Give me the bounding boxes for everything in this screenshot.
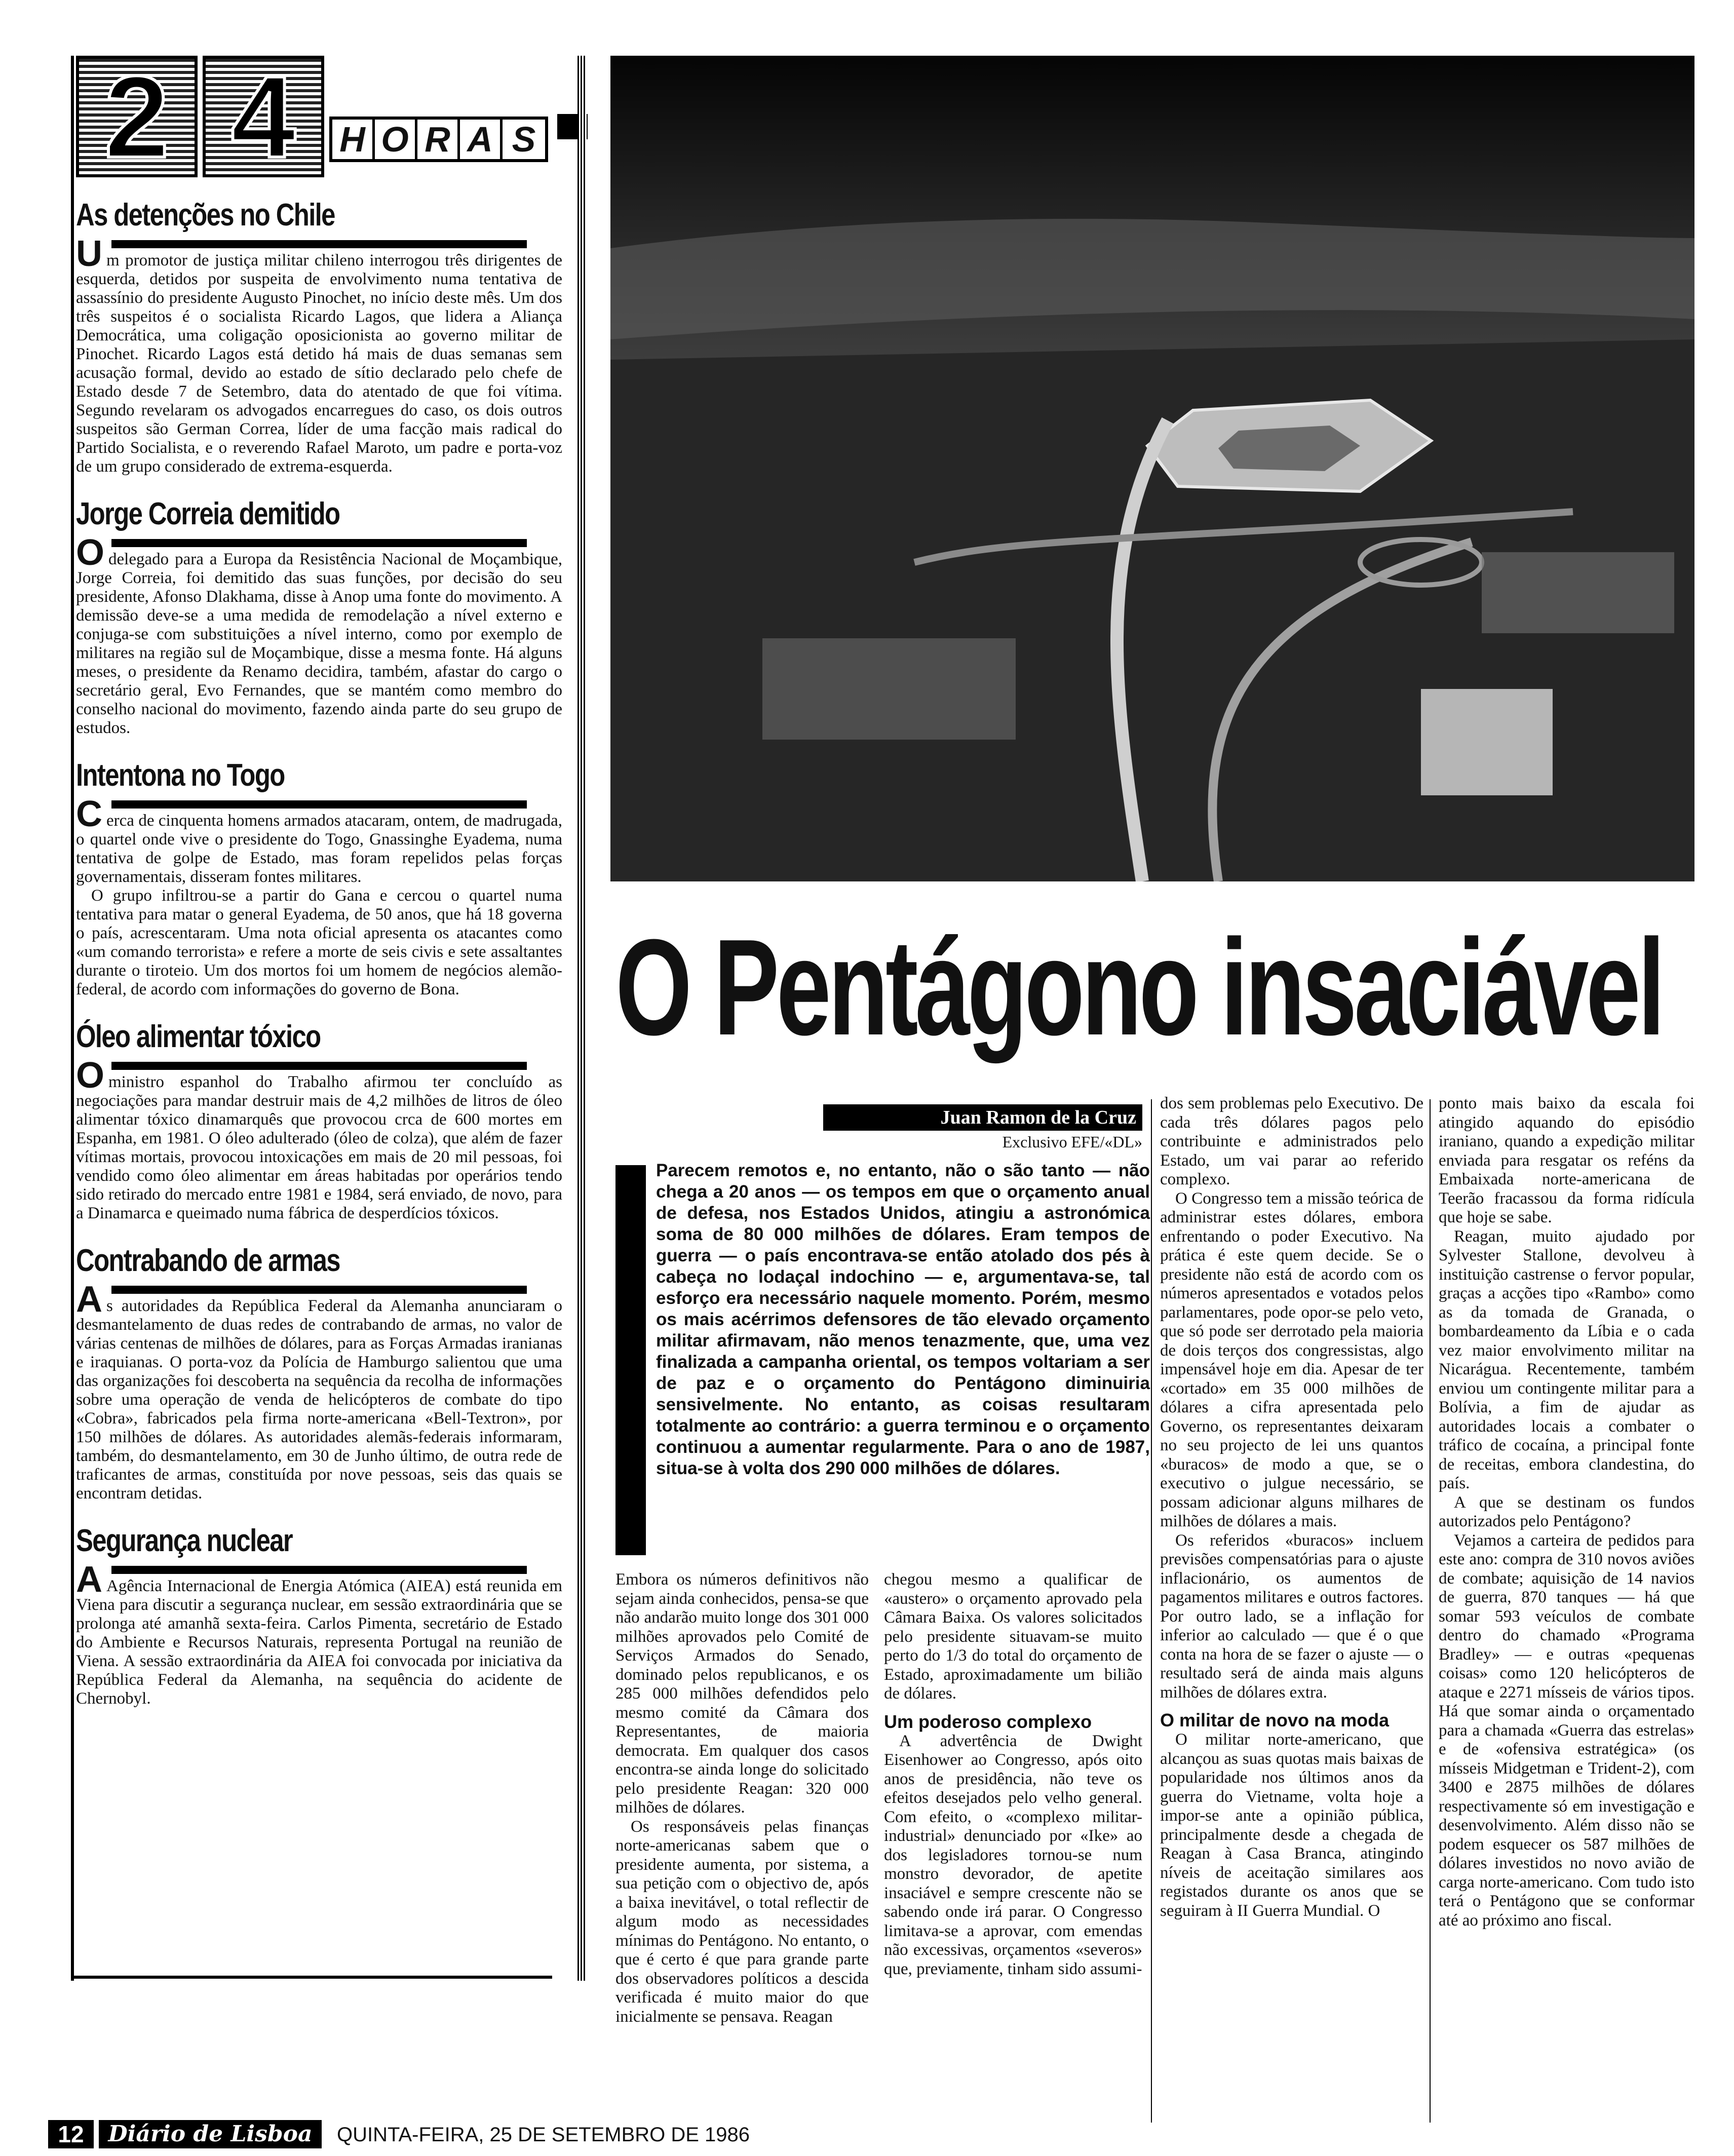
- lede-block: [615, 1160, 1150, 1560]
- lede-text: Parecem remotos e, no entanto, não o são tanto — não chega a 20 anos — os tempos em que o orçamento anual de defesa, nos Estados Unidos, atingiu a astronómica soma de 80 000 milhões de dólares. Eram tempos de guerra — o país encontrava-se então atolado dos pés à cabeça no lodaçal indochino — e, argumentava-se, tal esforço era necessário naquele momento. Porém, mesmo os mais acérrimos defensores de tão elevado orçamento militar afirmavam, não menos tenazmente, que, uma vez finalizada a campanha oriental, os tempos voltariam a ser de paz e o orçamento do Pentágono diminuiria sensivelmente. No entanto, as coisas resultaram totalmente ao contrário: a guerra terminou e o orçamento continuou a aumentar regularmente. Para o ano de 1987, situa-se à volta dos 290 000 milhões de dólares.: [656, 1161, 1150, 1478]
- brief-paragraph: ministro espanhol do Trabalho afirmou ter concluído as negociações para mandar destruir mais de 4,2 milhões de litros de óleo alimentar tóxico dinamarquês que provocou crca de 600 mortes em Espanha, em 1981. O óleo adulterado (óleo de colza), que além de fazer vítimas mortais, provocou intoxicações em mais de 20 mil pessoas, foi vendido como óleo alimentar em áreas habitadas por operários tendo sido retirado do mercado entre 1981 e 1984, será enviado, de novo, para a Dinamarca e queimado numa fábrica de desperdícios tóxicos.: [76, 1073, 562, 1222]
- headline-rule: [111, 1062, 527, 1070]
- masthead-horas: [329, 117, 548, 162]
- drop-cap: U: [76, 234, 102, 274]
- headline-rule: [111, 240, 527, 248]
- article-paragraph: O militar norte-americano, que alcançou as suas quotas mais baixas de popularidade nos últimos anos da guerra do Vietname, volta hoje a impor-se ante a opinião pública, principalmente desde a chegada de Reagan à Casa Branca, atingindo níveis de aceitação similares aos registados durante os anos que se seguiram à II Guerra Mundial. O: [1160, 1730, 1423, 1920]
- barracks-area: [762, 638, 1016, 740]
- newspaper-name: Diário de Lisboa: [99, 2120, 322, 2148]
- headline-rule: [111, 539, 527, 547]
- byline: Juan Ramon de la Cruz: [823, 1104, 1142, 1131]
- article-paragraph: Vejamos a carteira de pedidos para este ano: compra de 310 novos aviões de combate; aquisição de 14 navios de guerra, 870 tanques — há que somar 593 veículos de combate dentro do chamado «Programa Bradley» — e outras «pequenas coisas» como 120 helicópteros de ataque e 2271 mísseis de vários tipos. Há que somar ainda o orçamentado para a chamada «Guerra das estrelas» e de «ofensiva estratégica» (os mísseis Midgetman e Trident-2), com 3400 e 2875 milhões de dólares respectivamente só em investigação e desenvolvimento. Além disso não se podem esquecer os 587 milhões de dólares investidos no novo avião de carga norte-americano. Com tudo isto terá o Pentágono que se conformar até ao próximo ano fiscal.: [1439, 1531, 1694, 1930]
- brief-chile: [76, 198, 593, 476]
- brief-headline: Contrabando de armas: [76, 1243, 340, 1278]
- masthead-letter: A: [460, 120, 503, 159]
- byline-source: Exclusivo EFE/«DL»: [1002, 1133, 1142, 1151]
- brief-jorge-correia: [76, 496, 593, 738]
- brief-paragraph: erca de cinquenta homens armados atacaram, ontem, de madrugada, o quartel onde vive o presidente do Togo, Gnassinghe Eyadema, numa tentativa de golpe de Estado, mas foram repelidos pelas forças governamentais, disseram fontes militares.: [76, 812, 562, 886]
- brief-paragraph: s autoridades da República Federal da Alemanha anunciaram o desmantelamento de duas redes de contrabando de armas, no valor de várias centenas de milhões de dólares, para as Forças Armadas iranianas e iraquianas. O porta-voz da Polícia de Hamburgo salientou que uma das organizações foi descoberta na sequência da recolha de informações sobre uma operação de venda de helicópteros de combate do tipo «Cobra», fabricados pela firma norte-americana «Bell-Textron», por 150 milhões de dólares. As autoridades alemãs-federais informaram, também, do desmantelamento, em 30 de Junho último, de outra rede de traficantes de armas, constituída por nove pessoas, seis das quais se encontram detidas.: [76, 1297, 562, 1503]
- article-column-3: [1160, 1094, 1423, 1920]
- article-paragraph: O Congresso tem a missão teórica de administrar estes dólares, embora enfrentando o poder Executivo. Na prática é este quem decide. Se o presidente não está de acordo com os números apresentados e votados pelos parlamentares, pode opor-se pelo veto, que só pode ser derrotado pela maioria de dois terços dos congressistas, algo impensável hoje em dia. Apesar de ter «cortado» em 35 000 milhões de dólares a cifra apresentada pelo Governo, os representantes deixaram no seu projecto de lei uns quantos «buracos» de modo a que, se o executivo o julgue necessário, se possam adicionar alguns milhares de milhões de dólares a mais.: [1160, 1189, 1423, 1530]
- article-paragraph: Reagan, muito ajudado por Sylvester Stallone, devolveu à instituição castrense o fervor popular, graças a acções tipo «Rambo» como as da tomada de Granada, o bombardeamento da Líbia e o cada vez maior envolvimento militar na Nicarágua. Recentemente, também enviou um contingente militar para a Bolívia, a fim de ajudar as autoridades locais a combater o tráfico de cocaína, a principal fonte de receitas, embora clandestina, do país.: [1439, 1227, 1694, 1492]
- article-paragraph: dos sem problemas pelo Executivo. De cada três dólares pagos pelo contribuinte e administrados pelo Estado, um vai parar ao referido complexo.: [1160, 1094, 1423, 1188]
- brief-paragraph: delegado para a Europa da Resistência Nacional de Moçambique, Jorge Correia, foi demitido das suas funções, por decisão do seu presidente, Afonso Dlakhama, disse à Anop uma fonte do movimento. A demissão deve-se a uma medida de remodelação a nível externo e conjuga-se com substituições a nível interno, como por exemplo de militares na região sul de Moçambique, disse a mesma fonte. Há alguns meses, o presidente da Renamo decidira, também, afastar do cargo o secretário geral, Evo Fernandes, que se mantém como membro do conselho nacional do movimento, fazendo ainda parte do seu grupo de estudos.: [76, 550, 562, 737]
- masthead-letter: O: [375, 120, 417, 159]
- article-paragraph: Os responsáveis pelas finanças norte-americanas sabem que o presidente aumenta, por sistema, a sua petição com o objectivo de, após a baixa inevitável, o total reflectir de algum modo as necessidades mínimas do Pentágono. No entanto, o que é certo é que para grande parte dos observadores políticos a descida verificada é muito maior do que inicialmente se pensava. Reagan: [615, 1817, 869, 2026]
- brief-body: [76, 532, 562, 738]
- brief-headline: Óleo alimentar tóxico: [76, 1019, 321, 1054]
- brief-contrabando: [76, 1243, 593, 1503]
- masthead-letter: S: [512, 120, 536, 159]
- column-rule: [1151, 1099, 1152, 2123]
- brief-headline: Jorge Correia demitido: [76, 496, 340, 531]
- brief-body: [76, 1559, 562, 1708]
- news-briefs-column: [76, 198, 593, 1728]
- issue-date: QUINTA-FEIRA, 25 DE SETEMBRO DE 1986: [337, 2124, 750, 2146]
- article-paragraph: ponto mais baixo da escala foi atingido aquando do episódio iraniano, quando a expedição militar enviada para resgatar os reféns da Embaixada norte-americana de Teerão fracassou da forma ridícula que hoje se sabe.: [1439, 1094, 1694, 1226]
- drop-cap: O: [76, 532, 105, 573]
- brief-seguranca: [76, 1523, 593, 1708]
- article-paragraph: A que se destinam os fundos autorizados pelo Pentágono?: [1439, 1493, 1694, 1530]
- headline-rule: [111, 800, 527, 808]
- masthead-letter: H: [332, 120, 375, 159]
- masthead-digit-2: 2: [76, 56, 198, 177]
- building-lower-right: [1421, 689, 1553, 795]
- brief-oleo: [76, 1019, 593, 1223]
- brief-paragraph: m promotor de justiça militar chileno interrogou três dirigentes de esquerda, detidos por suspeita de envolvimento numa tentativa de assassínio do presidente Augusto Pinochet, no início deste mês. Um dos três suspeitos é o socialista Ricardo Lagos, que lidera a Aliança Democrática, uma coligação oposicionista ao governo militar de Pinochet. Ricardo Lagos está detido há mais de duas semanas sem acusação formal, devido ao estado de sítio declarado pelo chefe de Estado desde 7 de Setembro, data do atentado de que foi vítima. Segundo revelaram os advogados encarregues do caso, os dois outros suspeitos são German Correa, líder de uma facção mais radical do Partido Socialista, e o reverendo Rafael Maroto, um padre e porta-voz de um grupo considerado de extrema-esquerda.: [76, 251, 562, 476]
- parking-lot: [1482, 552, 1674, 633]
- brief-body: [76, 234, 562, 476]
- brief-headline: Segurança nuclear: [76, 1523, 293, 1558]
- brief-headline: As detenções no Chile: [76, 198, 335, 233]
- page-footer: [48, 2120, 750, 2150]
- article-column-1: [615, 1570, 869, 2026]
- left-frame-rule: [71, 56, 74, 1981]
- photo-illustration: [610, 56, 1694, 881]
- pentagon-aerial-photo: [610, 56, 1694, 881]
- masthead-letter: R: [417, 120, 460, 159]
- article-paragraph: Os referidos «buracos» incluem previsões compensatórias para o ajuste inflacionário, os aumentos de pagamentos militares e outros factores. Por outro lado, se a inflação for inferior ao calculado — que é o que conta na hora de se fazer o ajuste — o resultado será de ainda mais alguns milhões de dólares extra.: [1160, 1531, 1423, 1702]
- article-subhead: Um poderoso complexo: [884, 1711, 1092, 1732]
- brief-headline: Intentona no Togo: [76, 758, 285, 793]
- brief-body: [76, 794, 562, 999]
- main-headline: O Pentágono insaciável: [615, 911, 1663, 1064]
- masthead-digit-4: 4: [203, 56, 324, 177]
- drop-cap: A: [76, 1559, 102, 1600]
- drop-cap: O: [76, 1055, 105, 1096]
- brief-body: [76, 1055, 562, 1223]
- article-subhead: O militar de novo na moda: [1160, 1710, 1390, 1730]
- article-paragraph: Embora os números definitivos não sejam ainda conhecidos, pensa-se que não andarão muito longe dos 301 000 milhões aprovados pelo Comité de Serviços Armados do Senado, dominado pelos republicanos, e os 285 000 milhões defendidos pelo mesmo comité da Câmara dos Representantes, de maioria democrata. Em qualquer dos casos encontra-se ainda longe do solicitado pelo presidente Reagan: 320 000 milhões de dólares.: [615, 1570, 869, 1817]
- page-number: 12: [48, 2120, 94, 2148]
- headline-rule: [111, 1566, 527, 1574]
- brief-paragraph: O grupo infiltrou-se a partir do Gana e cercou o quartel numa tentativa para matar o general Eyadema, de 50 anos, que há 18 governa o país, acrescentaram. Uma nota oficial apresenta os atacantes como «um comando terrorista» e refere a morte de seis civis e sete assaltantes durante o tiroteio. Um dos mortos foi um homem de negócios alemão-federal, de acordo com informações do governo de Bona.: [76, 887, 562, 998]
- drop-cap: A: [76, 1279, 102, 1320]
- masthead-24-horas: [76, 52, 583, 182]
- bottom-frame-rule: [71, 1976, 552, 1979]
- article-paragraph: chegou mesmo a qualificar de «austero» o orçamento aprovado pela Câmara Baixa. Os valores solicitados pelo presidente situavam-se muito perto do 1/3 do total do orçamento de Estado, aproximadamente um bilião de dólares.: [884, 1570, 1142, 1703]
- brief-togo: [76, 758, 593, 999]
- article-column-4: [1439, 1094, 1694, 1930]
- drop-cap: C: [76, 794, 102, 834]
- article-column-2: [884, 1570, 1142, 1979]
- article-paragraph: A advertência de Dwight Eisenhower ao Congresso, após oito anos de presidência, não teve os efeitos desejados pelo velho general. Com efeito, o «complexo militar-industrial» denunciado por «Ike» ao dos legisladores tornou-se num monstro devorador, de apetite insaciável e sempre crescente não se sabendo onde irá parar. O Congresso limitava-se a aprovar, com emendas não excessivas, orçamentos «severos» que, previamente, tinham sido assumi-: [884, 1731, 1142, 1978]
- column-rule: [1430, 1099, 1431, 2123]
- brief-paragraph: Agência Internacional de Energia Atómica (AIEA) está reunida em Viena para discutir a segurança nuclear, em sessão extraordinária que se prolonga até amanhã sexta-feira. Carlos Pimenta, secretário de Estado do Ambiente e Recursos Naturais, representa Portugal na reunião de Viena. A sessão extraordinária da AIEA foi convocada por iniciativa da República Federal da Alemanha, na sequência do acidente de Chernobyl.: [76, 1577, 562, 1708]
- lede-bar: [615, 1165, 646, 1555]
- brief-body: [76, 1279, 562, 1503]
- headline-rule: [111, 1286, 527, 1294]
